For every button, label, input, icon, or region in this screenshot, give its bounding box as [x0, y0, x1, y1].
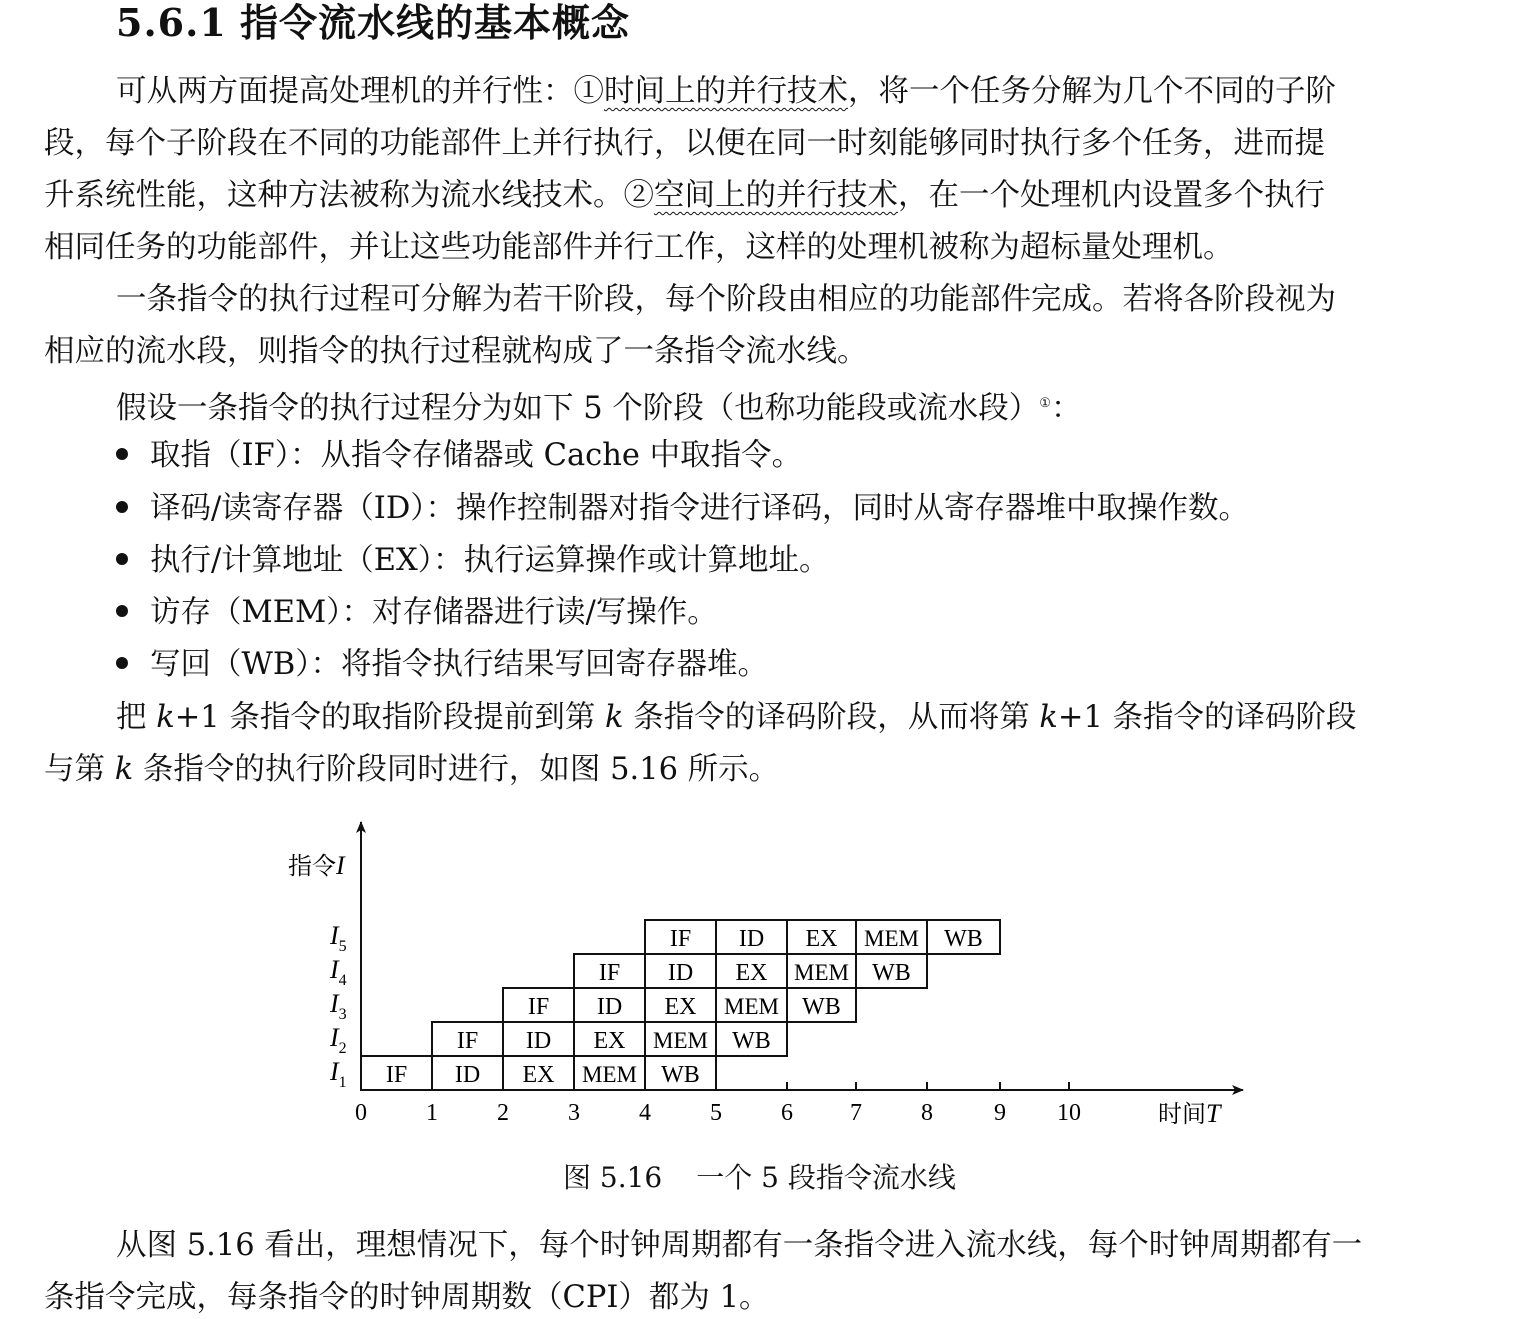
stage-label: ID — [454, 1062, 481, 1088]
stage-label: ID — [738, 926, 765, 952]
x-tick-label: 0 — [355, 1100, 367, 1126]
text-run: 可从两方面提高处理机的并行性：① — [116, 74, 604, 109]
list-item-text: 写回（WB）：将指令执行结果写回寄存器堆。 — [150, 647, 769, 682]
variable-k: k — [1039, 700, 1058, 735]
list-item-text: 访存（MEM）：对存储器进行读/写操作。 — [150, 595, 718, 630]
stage-label: EX — [805, 926, 838, 952]
paragraph-line: 一条指令的执行过程可分解为若干阶段，每个阶段由相应的功能部件完成。若将各阶段视为 — [116, 282, 1336, 317]
stage-label: EX — [522, 1062, 555, 1088]
stage-label: EX — [593, 1028, 626, 1054]
paragraph-line: 相同任务的功能部件，并让这些功能部件并行工作，这样的处理机被称为超标量处理机。 — [44, 230, 1234, 265]
emphasis-term: 时间上的并行技术 — [604, 74, 848, 109]
instruction-label: $I_3$ — [330, 989, 347, 1023]
text-run: +1 条指令的译码阶段 — [1057, 700, 1357, 735]
paragraph-line: 段，每个子阶段在不同的功能部件上并行执行，以便在同一时刻能够同时执行多个任务，进而提 — [44, 126, 1325, 161]
x-tick-label: 10 — [1057, 1100, 1081, 1126]
footnote-marker: ① — [1039, 396, 1051, 411]
instruction-label: $I_4$ — [330, 955, 347, 989]
x-tick-label: 5 — [710, 1100, 722, 1126]
list-item-text: 取指（IF）：从指令存储器或 Cache 中取指令。 — [150, 438, 803, 473]
paragraph-line: 相应的流水段，则指令的执行过程就构成了一条指令流水线。 — [44, 334, 868, 369]
stage-label: ID — [596, 994, 623, 1020]
text-run: ，将一个任务分解为几个不同的子阶 — [848, 74, 1336, 109]
stage-label: IF — [456, 1028, 479, 1054]
stage-label: IF — [527, 994, 550, 1020]
stage-label: MEM — [864, 926, 919, 951]
instruction-label: $I_1$ — [330, 1057, 347, 1091]
text-run: 与第 — [44, 752, 115, 787]
text-run: ： — [1050, 391, 1082, 427]
text-run: ，在一个处理机内设置多个执行 — [898, 178, 1325, 213]
x-tick-label: 9 — [994, 1100, 1006, 1126]
instruction-label: $I_2$ — [330, 1023, 347, 1057]
stage-label: IF — [385, 1062, 408, 1088]
emphasis-term: 空间上的并行技术 — [654, 178, 898, 213]
text-run: 假设一条指令的执行过程分为如下 5 个阶段（也称功能段或流水段） — [116, 391, 1040, 427]
stage-label: IF — [598, 960, 621, 986]
y-axis-label: 指令I — [288, 851, 345, 880]
x-tick-label: 1 — [426, 1100, 438, 1126]
text-run: 条指令的译码阶段，从而将第 — [623, 700, 1040, 735]
x-tick-label: 6 — [781, 1100, 793, 1126]
x-axis-label: 时间T — [1158, 1099, 1221, 1128]
stage-label: WB — [872, 960, 911, 986]
paragraph-line: 条指令完成，每条指令的时钟周期数（CPI）都为 1。 — [44, 1280, 770, 1315]
stage-label: MEM — [724, 994, 779, 1019]
text-run: 升系统性能，这种方法被称为流水线技术。② — [44, 178, 654, 213]
stage-label: MEM — [653, 1028, 708, 1053]
section-title: 指令流水线的基本概念 — [240, 0, 631, 45]
text-run: +1 条指令的取指阶段提前到第 — [174, 700, 606, 735]
x-tick-label: 3 — [568, 1100, 580, 1126]
text-run: 条指令的执行阶段同时进行，如图 5.16 所示。 — [133, 752, 780, 787]
section-number: 5.6.1 — [116, 0, 227, 45]
figure-caption — [563, 1156, 956, 1196]
list-item-text: 译码/读寄存器（ID）：操作控制器对指令进行译码，同时从寄存器堆中取操作数。 — [150, 491, 1250, 526]
stage-label: WB — [732, 1028, 771, 1054]
x-tick-label: 2 — [497, 1100, 509, 1126]
figure-number: 图 5.16 — [563, 1161, 663, 1194]
instruction-label: $I_5$ — [330, 921, 347, 955]
text-run: 把 — [116, 700, 157, 735]
stage-label: WB — [944, 926, 983, 952]
stage-label: IF — [669, 926, 692, 952]
x-tick-label: 4 — [639, 1100, 651, 1126]
x-tick-label: 8 — [921, 1100, 933, 1126]
stage-label: ID — [525, 1028, 552, 1054]
variable-k: k — [605, 700, 624, 735]
list-item-text: 执行/计算地址（EX）：执行运算操作或计算地址。 — [150, 543, 830, 578]
variable-k: k — [114, 752, 134, 787]
stage-label: MEM — [794, 960, 849, 985]
variable-k: k — [156, 700, 175, 735]
stage-label: WB — [661, 1062, 700, 1088]
stage-label: ID — [667, 960, 694, 986]
stage-label: WB — [802, 994, 841, 1020]
stage-label: MEM — [582, 1062, 637, 1087]
x-tick-label: 7 — [850, 1100, 862, 1126]
figure-title: 一个 5 段指令流水线 — [696, 1161, 956, 1194]
stage-label: EX — [664, 994, 697, 1020]
stage-label: EX — [735, 960, 768, 986]
paragraph-line: 从图 5.16 看出，理想情况下，每个时钟周期都有一条指令进入流水线，每个时钟周期都有一 — [116, 1228, 1363, 1263]
